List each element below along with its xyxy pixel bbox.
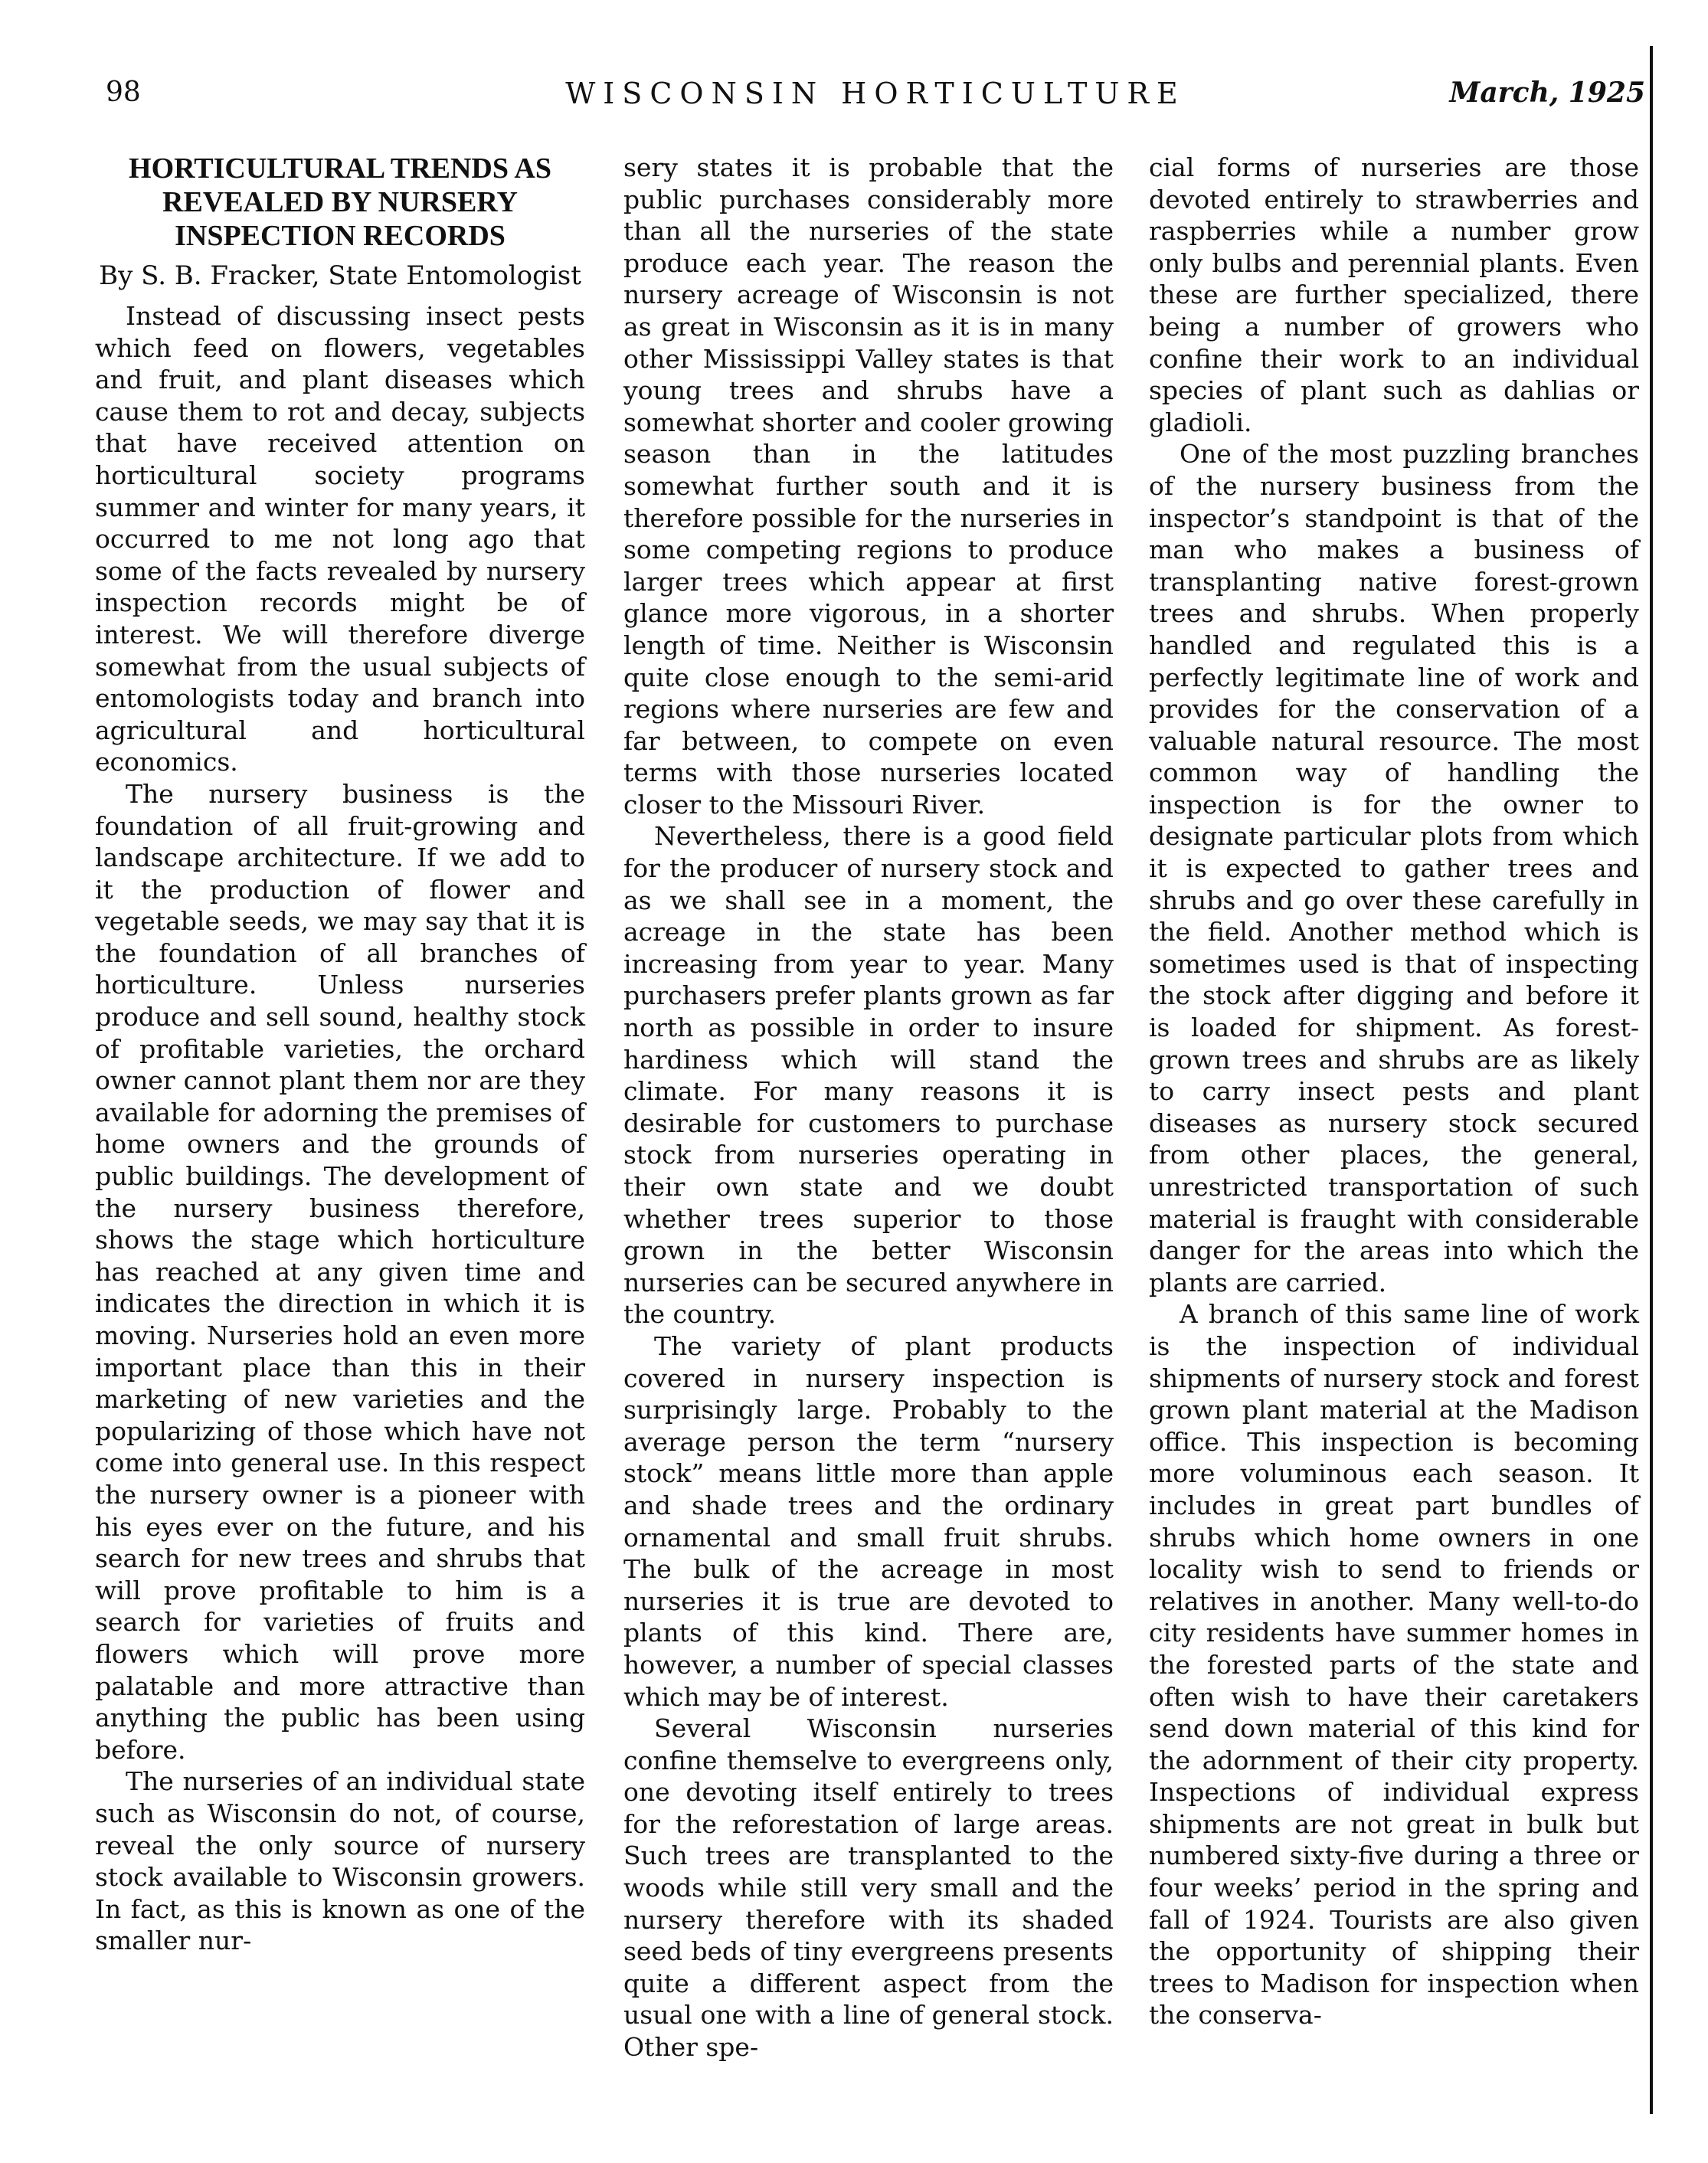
running-head	[106, 77, 1645, 123]
page-edge-rule	[1650, 46, 1653, 2114]
paragraph: Instead of discussing insect pests which feed on flowers, vegetables and fruit, and plant diseases which cause them to rot and decay, subjects that have received attention on horticultural society programs summer and winter for many years, it occurred to me not long ago that some of the facts revealed by nursery inspection records might be of interest. We will therefore diverge somewhat from the usual subjects of entomologists today and branch into agricultural and horticultural economics.	[95, 301, 585, 777]
paragraph: Several Wisconsin nurseries confine themselve to evergreens only, one devoting itself entirely to trees for the reforestation of large areas. Such trees are transplanted to the woods while still very small and the nursery therefore with its shaded seed beds of tiny evergreens presents quite a different aspect from the usual one with a line of general stock. Other spe-	[623, 1713, 1114, 2063]
paragraph-continued: sery states it is probable that the public purchases considerably more than all the nurseries of the state produce each year. The reason the nursery acreage of Wisconsin is not as great in Wisconsin as it is in many other Mississippi Valley states is that young trees and shrubs have a somewhat shorter and cooler growing season than in the latitudes somewhat further south and it is therefore possible for the nurseries in some competing regions to produce larger trees which appear at first glance more vigorous, in a shorter length of time. Neither is Wisconsin quite close enough to the semi-arid regions where nurseries are few and far between, to compete on even terms with those nurseries located closer to the Missouri River.	[623, 152, 1114, 820]
paragraph: The variety of plant products covered in nursery inspection is surprisingly large. Probably to the average person the term “nursery stock” means little more than apple and shade trees and the ordinary ornamental and small fruit shrubs. The bulk of the acreage in most nurseries it is true are devoted to plants of this kind. There are, however, a number of special classes which may be of interest.	[623, 1330, 1114, 1712]
paragraph: One of the most puzzling branches of the nursery business from the inspector’s standpoint is that of the man who makes a business of transplanting native forest-grown trees and shrubs. When properly handled and regulated this is a perfectly legitimate line of work and provides for the conservation of a valuable natural resource. The most common way of handling the inspection is for the owner to designate particular plots from which it is expected to gather trees and shrubs and go over these carefully in the field. Another method which is sometimes used is that of inspecting the stock after digging and before it is loaded for shipment. As forest-grown trees and shrubs are as likely to carry insect pests and plant diseases as nursery stock secured from other places, the general, unrestricted transportation of such material is fraught with considerable danger for the areas into which the plants are carried.	[1149, 439, 1639, 1297]
paragraph-continued: cial forms of nurseries are those devoted entirely to strawberries and raspberries while a number grow only bulbs and perennial plants. Even these are further specialized, there being a number of growers who confine their work to an individual species of plant such as dahlias or gladioli.	[1149, 152, 1639, 437]
text-column-3	[1149, 152, 1639, 2031]
journal-title: WISCONSIN HORTICULTURE	[565, 77, 1186, 110]
issue-date: March, 1925	[1449, 77, 1645, 109]
paragraph: A branch of this same line of work is the inspection of individual shipments of nursery stock and forest grown plant material at the Madison office. This inspection is becoming more voluminous each season. It includes in great part bundles of shrubs which home owners in one locality wish to send to friends or relatives in another. Many well-to-do city residents have summer homes in the forested parts of the state and often wish to have their caretakers send down material of this kind for the adornment of their city property. Inspections of individual express shipments are not great in bulk but numbered sixty-five during a three or four weeks’ period in the spring and fall of 1924. Tourists are also given the opportunity of shipping their trees to Madison for inspection when the conserva-	[1149, 1299, 1639, 2030]
paragraph: The nursery business is the foundation of all fruit-growing and landscape architecture. If we add to it the production of flower and vegetable seeds, we may say that it is the foundation of all branches of horticulture. Unless nurseries produce and sell sound, healthy stock of profitable varieties, the orchard owner cannot plant them nor are they available for adorning the premises of home owners and the grounds of public buildings. The development of the nursery business therefore, shows the stage which horticulture has reached at any given time and indicates the direction in which it is moving. Nurseries hold an even more important place than this in their marketing of new varieties and the popularizing of those which have not come into general use. In this respect the nursery owner is a pioneer with his eyes ever on the future, and his search for new trees and shrubs that will prove profitable to him is a search for varieties of fruits and flowers which will prove more palatable and more attractive than anything the public has been using before.	[95, 778, 585, 1765]
paragraph: Nevertheless, there is a good field for the producer of nursery stock and as we shall see in a moment, the acreage in the state has been increasing from year to year. Many purchasers prefer plants grown as far north as possible in order to insure hardiness which will stand the climate. For many reasons it is desirable for customers to purchase stock from nurseries operating in their own state and we doubt whether trees superior to those grown in the better Wisconsin nurseries can be secured anywhere in the country.	[623, 821, 1114, 1330]
paragraph: The nurseries of an individual state such as Wisconsin do not, of course, reveal the only source of nursery stock available to Wisconsin growers. In fact, as this is known as one of the smaller nur-	[95, 1766, 585, 1956]
text-column-1	[95, 152, 585, 1957]
text-column-2	[623, 152, 1114, 2063]
article-title: HORTICULTURAL TRENDS AS REVEALED BY NURSERY INSPECTION RECORDS	[129, 152, 551, 252]
page-number: 98	[106, 77, 141, 108]
article-byline: By S. B. Fracker, State Entomologist	[99, 260, 581, 291]
